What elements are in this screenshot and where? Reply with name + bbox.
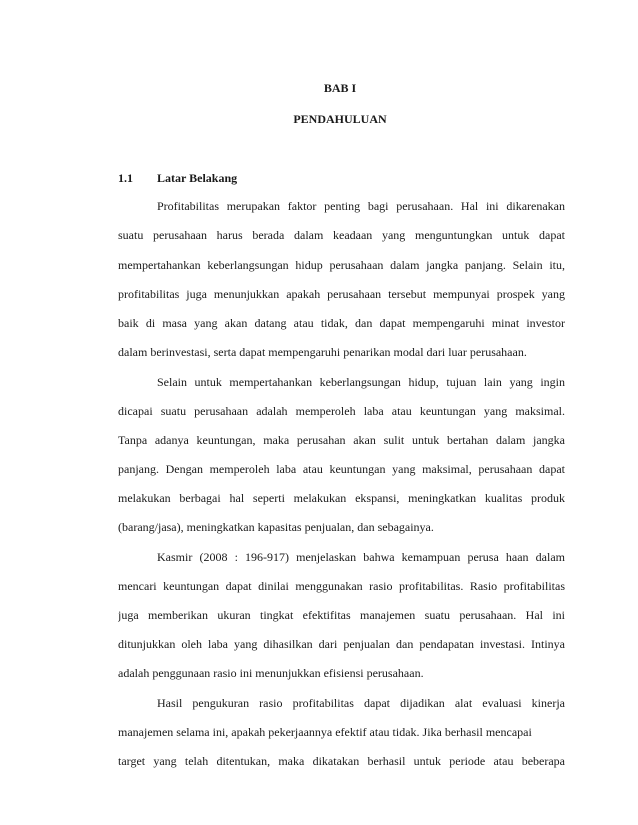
section-number: 1.1 — [118, 171, 133, 185]
paragraph-line: Selain untuk mempertahankan keberlangsungan hidup, tujuan lain yang ingin — [157, 375, 565, 389]
paragraph-line: profitabilitas juga menunjukkan apakah perusahaan tersebut mempunyai prospek yang — [118, 287, 565, 301]
paragraph-line: ditunjukkan oleh laba yang dihasilkan dari penjualan dan pendapatan investasi. Intinya — [118, 637, 565, 651]
paragraph-line: melakukan berbagai hal seperti melakukan ekspansi, meningkatkan kualitas produk — [118, 491, 565, 505]
chapter-number: BAB I — [323, 81, 357, 95]
paragraph-line: target yang telah ditentukan, maka dikatakan berhasil untuk periode atau beberapa — [118, 754, 565, 768]
paragraph-line: manajemen selama ini, apakah pekerjaannya efektif atau tidak. Jika berhasil mencapai — [118, 725, 532, 739]
paragraph-line: dicapai suatu perusahaan adalah memperoleh laba atau keuntungan yang maksimal. — [118, 404, 565, 418]
paragraph-line: suatu perusahaan harus berada dalam keadaan yang menguntungkan untuk dapat — [118, 228, 565, 242]
paragraph-line: dalam berinvestasi, serta dapat mempengaruhi penarikan modal dari luar perusahaan. — [118, 345, 527, 359]
section-heading — [118, 171, 237, 185]
paragraph-line: (barang/jasa), meningkatkan kapasitas penjualan, dan sebagainya. — [118, 520, 434, 534]
paragraph-line: Hasil pengukuran rasio profitabilitas dapat dijadikan alat evaluasi kinerja — [157, 696, 565, 710]
chapter-title: PENDAHULUAN — [293, 112, 387, 126]
paragraph-line: baik di masa yang akan datang atau tidak, dan dapat mempengaruhi minat investor — [118, 316, 565, 330]
paragraph-line: mencari keuntungan dapat dinilai menggunakan rasio profitabilitas. Rasio profitabilitas — [118, 579, 565, 593]
paragraph-line: Profitabilitas merupakan faktor penting bagi perusahaan. Hal ini dikarenakan — [157, 199, 565, 213]
paragraph-line: panjang. Dengan memperoleh laba atau keuntungan yang maksimal, perusahaan dapat — [118, 462, 565, 476]
paragraph-line: mempertahankan keberlangsungan hidup perusahaan dalam jangka panjang. Selain itu, — [118, 258, 565, 272]
section-title: Latar Belakang — [157, 171, 238, 185]
paragraph-line: Tanpa adanya keuntungan, maka perusahan akan sulit untuk bertahan dalam jangka — [118, 433, 565, 447]
paragraph-line: juga memberikan ukuran tingkat efektifitas manajemen suatu perusahaan. Hal ini — [118, 608, 565, 622]
paragraph-line: adalah penggunaan rasio ini menunjukkan efisiensi perusahaan. — [118, 666, 424, 680]
paragraph-line: Kasmir (2008 : 196-917) menjelaskan bahwa kemampuan perusa haan dalam — [157, 550, 565, 564]
